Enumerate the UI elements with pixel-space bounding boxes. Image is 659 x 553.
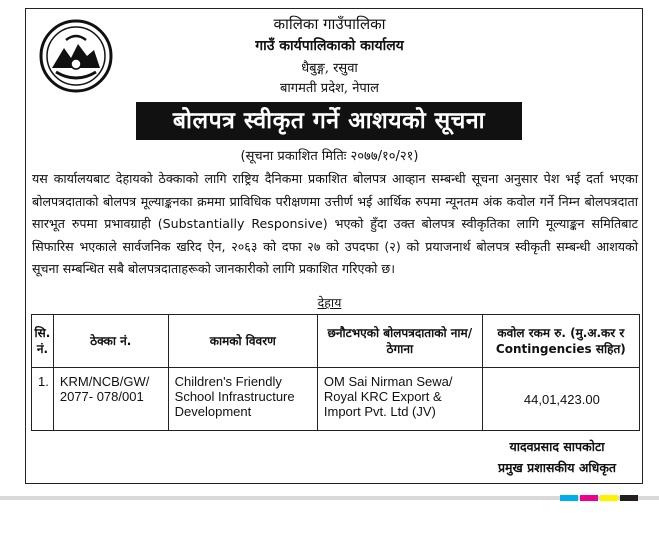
table-row — [32, 368, 640, 431]
signature-block — [477, 436, 637, 478]
col-contract-header: ठेक्का नं. — [53, 315, 168, 368]
notice-body: यस कार्यालयबाट देहायको ठेक्काको लागि राष्ट्रिय दैनिकमा प्रकाशित बोलपत्र आव्हान सम्बन्धी सूचना अनुसार पेश भई दर्ता भएका बोलपत्रदाताको बोलपत्र मूल्याङ्कनका क्रममा प्राविधिक परीक्षणमा उत्तीर्ण भई आर्थिक रुपमा न्यूनतम अंक कवोल गर्ने निम्न बोलपत्रदाता सारभूत रुपमा प्रभावग्राही (Substantially Responsive) भएको हुँदा उक्त बोलपत्र स्वीकृतिका लागि मूल्याङ्कन समितिबाट सिफारिस भएकाले सार्वजनिक खरिद ऐन, २०६३ को दफा २७ को उपदफा (२) को प्रयाजनार्थ बोलपत्र स्वीकृती सम्बन्धी आशयको सूचना सम्बन्धित सबै बोलपत्रदाताहरूको जानकारीको लागि प्रकाशित गरिएको छ। — [32, 171, 638, 276]
municipality-name: कालिका गाउँपालिका — [273, 15, 386, 33]
published-date: (सूचना प्रकाशित मितिः २०७७/१०/२१) — [240, 149, 419, 164]
serial-cell: 1. — [32, 368, 54, 431]
bid-table — [31, 314, 640, 431]
col-bidder-header: छनौटभएको बोलपत्रदाताको नाम/ ठेगाना — [317, 315, 482, 368]
office-name: गाउँ कार्यपालिकाको कार्यालय — [255, 38, 404, 54]
description-cell: Children's Friendly School Infrastructure Development — [168, 368, 317, 431]
bidder-cell: OM Sai Nirman Sewa/ Royal KRC Export & Import Pvt. Ltd (JV) — [317, 368, 482, 431]
magenta-print-mark — [580, 495, 598, 501]
office-province: बागमती प्रदेश, नेपाल — [280, 81, 379, 96]
office-address: धैबुङ्ग, रसुवा — [301, 61, 358, 76]
cyan-print-mark — [560, 495, 578, 501]
col-amount-header: कवोल रकम रु. (मु.अ.कर र Contingencies सहित) — [482, 315, 639, 368]
annex-label: देहाय — [317, 295, 342, 310]
col-serial-header: सि. नं. — [32, 315, 54, 368]
col-description-header: कामको विवरण — [168, 315, 317, 368]
black-print-mark — [620, 495, 638, 501]
contract-no-cell: KRM/NCB/GW/ 2077- 078/001 — [53, 368, 168, 431]
notice-title: बोलपत्र स्वीकृत गर्ने आशयको सूचना — [136, 102, 522, 140]
yellow-print-mark — [600, 495, 618, 501]
signatory-designation: प्रमुख प्रशासकीय अधिकृत — [497, 460, 617, 475]
signatory-name: यादवप्रसाद सापकोटा — [509, 439, 605, 454]
amount-cell: 44,01,423.00 — [482, 368, 639, 431]
table-header-row — [32, 315, 640, 368]
